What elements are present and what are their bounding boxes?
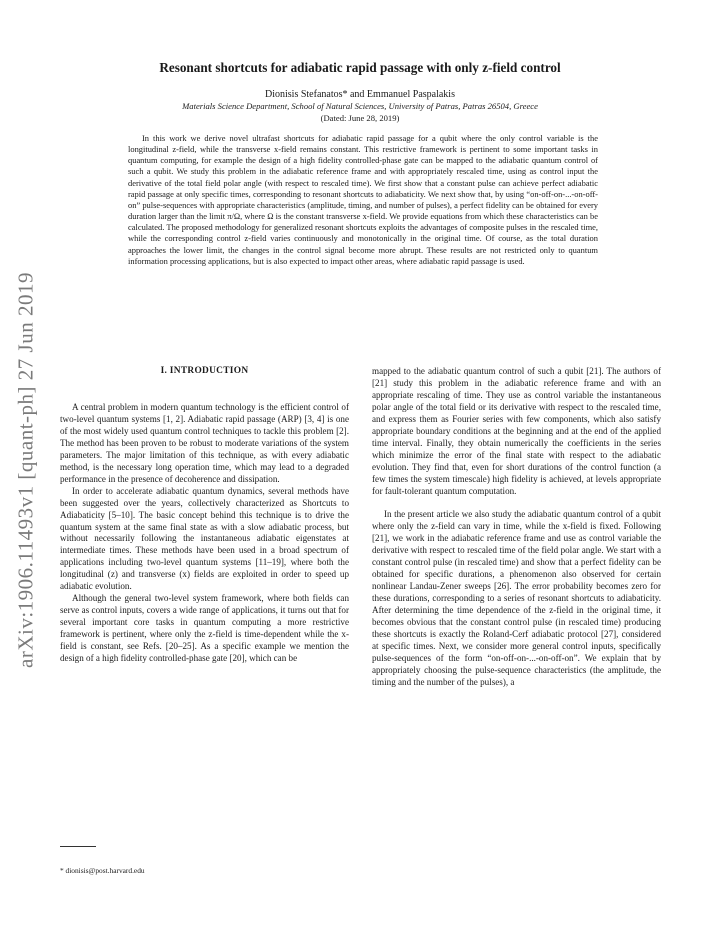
authors: Dionisis Stefanatos* and Emmanuel Paspalakis xyxy=(265,89,455,100)
paper-title: Resonant shortcuts for adiabatic rapid passage with only z-field control xyxy=(159,60,561,75)
arxiv-id: arXiv:1906.11493v1 [quant-ph] 27 Jun 2019 xyxy=(13,272,38,668)
paragraph: In order to accelerate adiabatic quantum dynamics, several methods have been suggested over the years, collectively characterized as Shortcuts to Adiabaticity [5–10]. The basic concept behind this technique is to drive the quantum system at the same final state as with a slow adiabatic process, but without necessarily following the instantaneous adiabatic eigenstates at intermediate times. These methods have been used in a broad spectrum of applications including two-level quantum systems [11–19], where both the longitudinal (z) and transverse (x) fields are exploited in order to speed up adiabatic evolution. xyxy=(60,485,349,592)
abstract: In this work we derive novel ultrafast shortcuts for adiabatic rapid passage for a qubit where the only control variable is the longitudinal z-field, while the transverse x-field remains constant. This restrictive framework is pertinent to some important tasks in quantum computing, for example the design of a high fidelity controlled-phase gate can be mapped to the adiabatic quantum control of such a qubit. We study this problem in the adiabatic reference frame and with appropriately rescaled time, using as control input the derivative of the total field polar angle (with respect to rescaled time). We first show that a constant pulse can achieve perfect adiabatic rapid passage at only specific times, corresponding to resonant shortcuts to adiabaticity. We next show that, by using “on-off-on-...-on-off-on” pulse-sequences with appropriate characteristics (amplitude, timing, and number of pulses), a perfect fidelity can be obtained for every duration larger than the limit π/Ω, where Ω is the constant transverse x-field. We provide equations from which these characteristics can be calculated. The proposed methodology for generalized resonant shortcuts exploits the advantages of composite pulses in the rescaled time, while the corresponding control z-field varies continuously and monotonically in the original time. Of course, as the total duration approaches the lower limit, the changes in the control signal become more abrupt. These results are not restricted only to quantum information processing applications, but is also expected to impact other areas, where adiabatic rapid passage is used. xyxy=(128,133,598,266)
paragraph: A central problem in modern quantum technology is the efficient control of two-level quantum systems [1, 2]. Adiabatic rapid passage (ARP) [3, 4] is one of the most widely used quantum control techniques to tackle this problem [2]. The method has been proven to be robust to moderate variations of the system parameters. The major limitation of this technique, as with every adiabatic method, is the necessary long operation time, which may lead to a degraded performance in the presence of decoherence and dissipation. xyxy=(60,402,349,484)
section-heading: I. INTRODUCTION xyxy=(160,366,249,376)
footnote-rule xyxy=(60,846,96,847)
left-column xyxy=(60,366,349,665)
footnote: * dionisis@post.harvard.edu xyxy=(60,866,145,875)
paragraph-gap xyxy=(372,497,661,509)
date-line: (Dated: June 28, 2019) xyxy=(320,113,400,123)
paragraph: mapped to the adiabatic quantum control of such a qubit [21]. The authors of [21] study this problem in the adiabatic reference frame and with an appropriate rescaling of time. They use as control variable the instantaneous polar angle of the total field or its derivative with respect to the rescaled time, and express them as Fourier series with few components, which also satisfy appropriate boundary conditions at the beginning and at the end of the applied time interval. Finally, they obtain numerically the coefficients in the series which minimize the error of the final state with respect to the adiabatic evolution. They find that, even for short durations of the control function (a few times the system timescale) high fidelity is achieved, at levels appropriate for fault-tolerant quantum computation. xyxy=(372,366,661,496)
right-column xyxy=(372,366,661,689)
paragraph: In the present article we also study the adiabatic quantum control of a qubit where only the z-field can vary in time, while the x-field is fixed. Following [21], we work in the adiabatic reference frame and use as control variable the derivative with respect to rescaled time of the field polar angle. We start with a constant control pulse (in rescaled time) and show that a perfect fidelity can be obtained for specific durations, a phenomenon also observed for certain nonlinear Landau-Zener sweeps [26]. The error probability becomes zero for these durations, corresponding to a series of resonant shortcuts to adiabaticity. After determining the time dependence of the z-field in the original time, it becomes obvious that the constant control pulse (in rescaled time) producing these shortcuts is exactly the Roland-Cerf adiabatic protocol [27], considered at specific times. Next, we consider more general control inputs, specifically pulse-sequences of the form “on-off-on-...-on-off-on”. We explain that by appropriately choosing the pulse-sequence characteristics (the amplitude, the timing and the number of the pulses), a xyxy=(372,509,661,687)
arxiv-stamp xyxy=(6,250,46,690)
affiliation: Materials Science Department, School of Natural Sciences, University of Patras, Patras 26504, Greece xyxy=(182,101,538,111)
paragraph: Although the general two-level system framework, where both fields can serve as control inputs, covers a wide range of applications, it turns out that for several important core tasks in quantum computing a more restrictive framework is pertinent, where only the z-field is time-dependent while the x-field is constant, see Refs. [20–25]. As a specific example we mention the design of a high fidelity controlled-phase gate [20], which can be xyxy=(60,593,349,664)
